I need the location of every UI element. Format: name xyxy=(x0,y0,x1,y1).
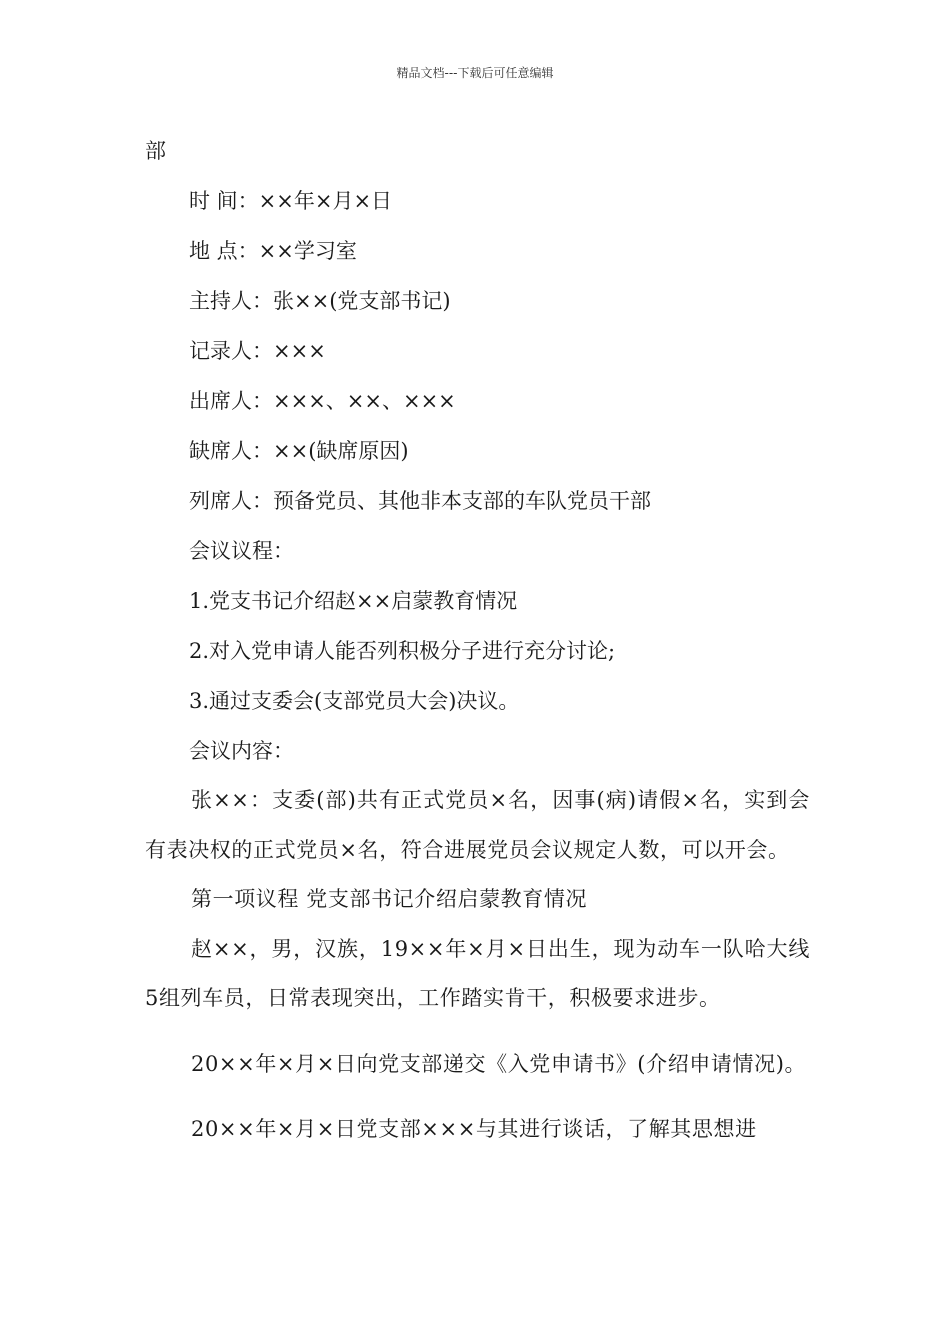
content-heading: 会议内容： xyxy=(189,739,294,763)
applicant-profile: 赵××，男，汉族，19××年×月×日出生，现为动车一队哈大线5组列车员，日常表现突出，工作踏实肯干，积极要求进步。 xyxy=(145,936,810,1010)
meeting-recorder: 记录人：××× xyxy=(189,339,326,363)
meeting-time: 时 间：××年×月×日 xyxy=(189,189,393,213)
agenda-one-title: 第一项议程 党支部书记介绍启蒙教育情况 xyxy=(191,887,588,911)
agenda-heading: 会议议程： xyxy=(189,539,294,563)
agenda-item-1: 1.党支书记介绍赵××启蒙教育情况 xyxy=(189,589,518,613)
interview-record: 20××年×月×日党支部×××与其进行谈话，了解其思想进 xyxy=(191,1117,757,1141)
page-header: 精品文档---下载后可任意编辑 xyxy=(396,66,554,80)
document-body xyxy=(145,126,810,1155)
agenda-item-2: 2.对入党申请人能否列积极分子进行充分讨论; xyxy=(189,639,616,663)
meeting-observers: 列席人：预备党员、其他非本支部的车队党员干部 xyxy=(189,489,651,513)
meeting-attendees: 出席人：×××、××、××× xyxy=(189,389,456,413)
meeting-host: 主持人：张××(党支部书记) xyxy=(189,289,451,313)
continued-text: 部 xyxy=(145,139,166,163)
opening-statement: 张××：支委(部)共有正式党员×名，因事(病)请假×名，实到会有表决权的正式党员×名，符合进展党员会议规定人数，可以开会。 xyxy=(145,788,810,862)
meeting-absentees: 缺席人：××(缺席原因) xyxy=(189,439,409,463)
agenda-item-3: 3.通过支委会(支部党员大会)决议。 xyxy=(189,689,520,713)
application-submission: 20××年×月×日向党支部递交《入党申请书》(介绍申请情况)。 xyxy=(191,1051,807,1076)
meeting-location: 地 点：××学习室 xyxy=(189,239,357,263)
